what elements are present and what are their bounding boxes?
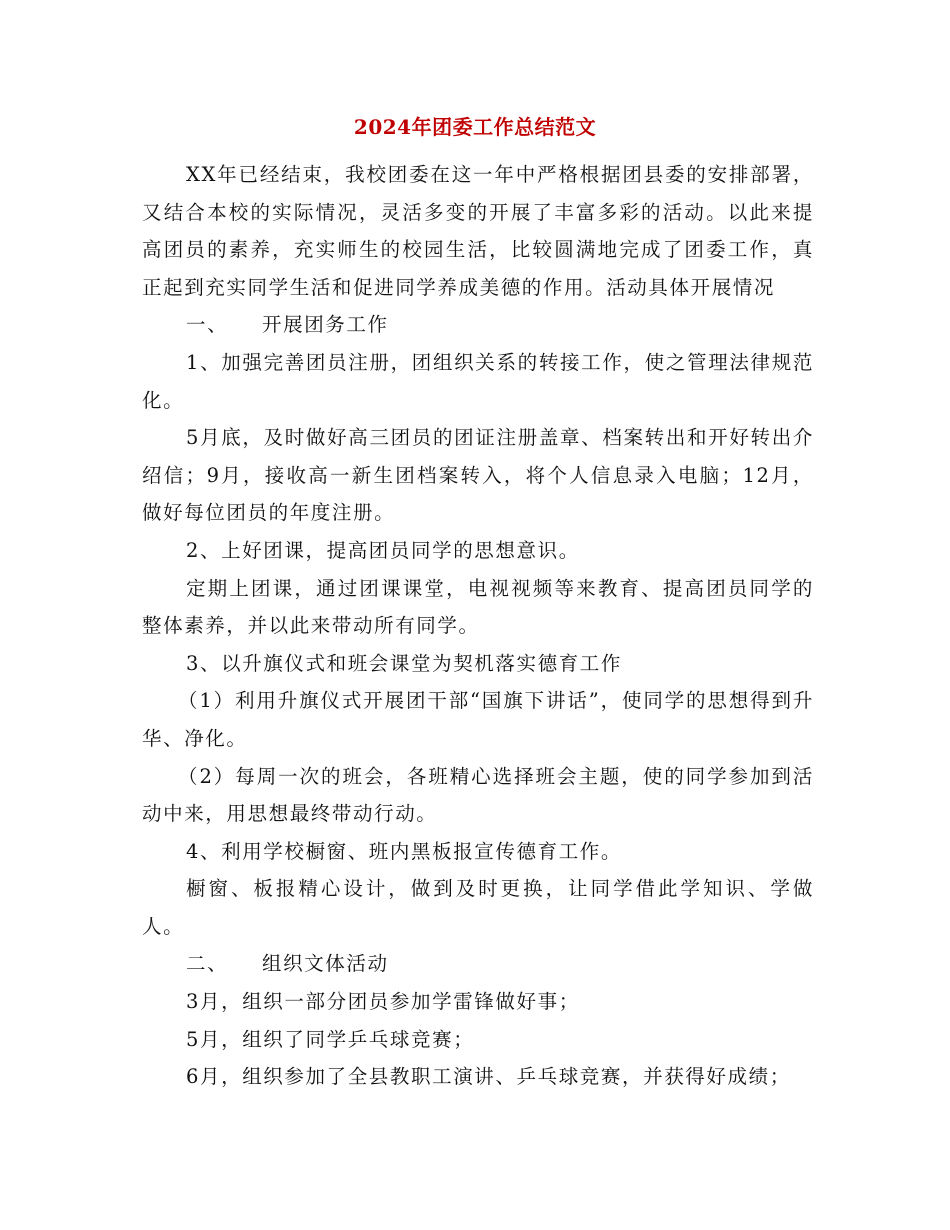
paragraph-item-2-detail: 定期上团课，通过团课课堂，电视视频等来教育、提高团员同学的整体素养，并以此来带动所有同学。 bbox=[142, 576, 814, 638]
section-heading-text: 组织文体活动 bbox=[262, 952, 389, 976]
section-heading-1 bbox=[142, 306, 814, 344]
paragraph-item-1: 1、加强完善团员注册，团组织关系的转接工作，使之管理法律规范化。 bbox=[142, 350, 814, 412]
paragraph-item-3-sub-1: （1）利用升旗仪式开展团干部“国旗下讲话”，使同学的思想得到升华、净化。 bbox=[142, 689, 814, 750]
paragraph-item-3: 3、以升旗仪式和班会课堂为契机落实德育工作 bbox=[186, 651, 623, 675]
paragraph-item-2: 2、上好团课，提高团员同学的思想意识。 bbox=[186, 538, 580, 562]
paragraph-activity-june: 6月，组织参加了全县教职工演讲、乒乓球竞赛，并获得好成绩； bbox=[186, 1065, 791, 1089]
section-number: 二、 bbox=[186, 952, 229, 976]
section-heading-2 bbox=[142, 945, 814, 983]
document-body bbox=[142, 156, 814, 1096]
paragraph-intro: XX年已经结束，我校团委在这一年中严格根据团县委的安排部署，又结合本校的实际情况，灵活多变的开展了丰富多彩的活动。以此来提高团员的素养，充实师生的校园生活，比较圆满地完成了团委工作，真正起到充实同学生活和促进同学养成美德的作用。活动具体开展情况 bbox=[142, 163, 814, 299]
section-heading-text: 开展团务工作 bbox=[262, 313, 389, 337]
paragraph-item-4: 4、利用学校橱窗、班内黑板报宣传德育工作。 bbox=[186, 839, 623, 863]
paragraph-item-4-detail: 橱窗、板报精心设计，做到及时更换，让同学借此学知识、学做人。 bbox=[142, 877, 814, 938]
paragraph-item-1-detail: 5月底，及时做好高三团员的团证注册盖章、档案转出和开好转出介绍信；9月，接收高一新生团档案转入，将个人信息录入电脑；12月，做好每位团员的年度注册。 bbox=[142, 426, 814, 525]
paragraph-activity-may: 5月，组织了同学乒乓球竞赛； bbox=[186, 1027, 475, 1051]
paragraph-item-3-sub-2: （2）每周一次的班会，各班精心选择班会主题，使的同学参加到活动中来，用思想最终带动行动。 bbox=[142, 764, 814, 826]
document-title: 2024年团委工作总结范文 bbox=[353, 115, 597, 139]
section-number: 一、 bbox=[186, 313, 229, 337]
paragraph-activity-march: 3月，组织一部分团员参加学雷锋做好事； bbox=[186, 990, 580, 1014]
